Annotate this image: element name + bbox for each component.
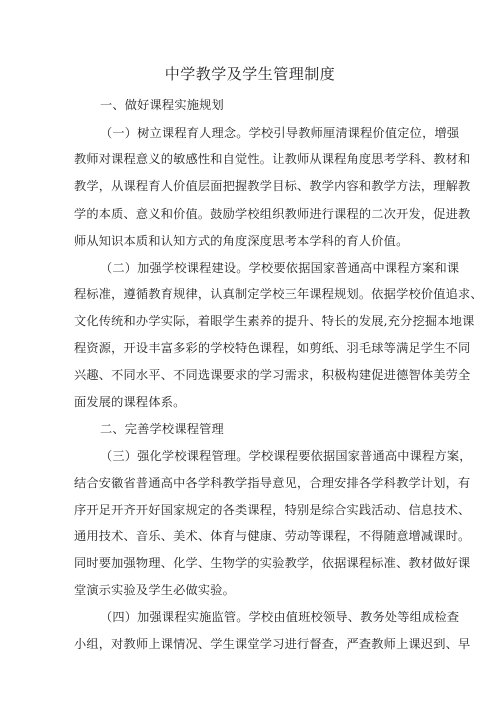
section-heading: 二、完善学校课程管理 xyxy=(100,422,224,436)
document-title: 中学教学及学生管理制度 xyxy=(164,65,336,83)
paragraph-line: 面发展的课程体系。 xyxy=(74,395,186,409)
paragraph-line: 小组，对教师上课情况、学生课堂学习进行督查，严查教师上课迟到、早 xyxy=(74,637,471,651)
paragraph-line: 结合安徽省普通高中各学科教学指导意见，合理安排各学科教学计划，有 xyxy=(74,476,471,490)
paragraph-line: 同时要加强物理、化学、生物学的实验教学，依据课程标准、教材做好课 xyxy=(74,556,471,570)
paragraph-line: 教学，从课程育人价值层面把握教学目标、教学内容和教学方法，理解教 xyxy=(74,179,471,193)
paragraph-line: 堂演示实验及学生必做实验。 xyxy=(74,583,236,597)
paragraph-line: 兴趣、不同水平、不同选课要求的学习需求，积极构建促进德智体美劳全 xyxy=(74,368,471,382)
paragraph-line: 程标准，遵循教育规律，认真制定学校三年课程规划。依据学校价值追求、 xyxy=(74,287,483,301)
paragraph-line: 教师对课程意义的敏感性和自觉性。让教师从课程角度思考学科、教材和 xyxy=(74,152,471,166)
paragraph-line: （二）加强学校课程建设。学校要依据国家普通高中课程方案和课 xyxy=(100,261,460,275)
paragraph-line: 学的本质、意义和价值。鼓励学校组织教师进行课程的二次开发，促进教 xyxy=(74,207,471,221)
paragraph-line: 通用技术、音乐、美术、体育与健康、劳动等课程，不得随意增减课时。 xyxy=(74,529,471,543)
paragraph-line: 程资源，开设丰富多彩的学校特色课程，如剪纸、羽毛球等满足学生不同 xyxy=(74,341,471,355)
paragraph-line: （四）加强课程实施监管。学校由值班校领导、教务处等组成检查 xyxy=(100,610,460,624)
paragraph-line: 文化传统和办学实际，着眼学生素养的提升、特长的发展,充分挖掘本地课 xyxy=(74,314,475,328)
section-heading: 一、做好课程实施规划 xyxy=(100,98,224,112)
paragraph-line: （一）树立课程育人理念。学校引导教师厘清课程价值定位，增强 xyxy=(100,126,460,140)
paragraph-line: 师从知识本质和认知方式的角度深度思考本学科的育人价值。 xyxy=(74,234,409,248)
paragraph-line: （三）强化学校课程管理。学校课程要依据国家普通高中课程方案， xyxy=(100,449,472,463)
paragraph-line: 序开足开齐开好国家规定的各类课程，特别是综合实践活动、信息技术、 xyxy=(74,503,471,517)
